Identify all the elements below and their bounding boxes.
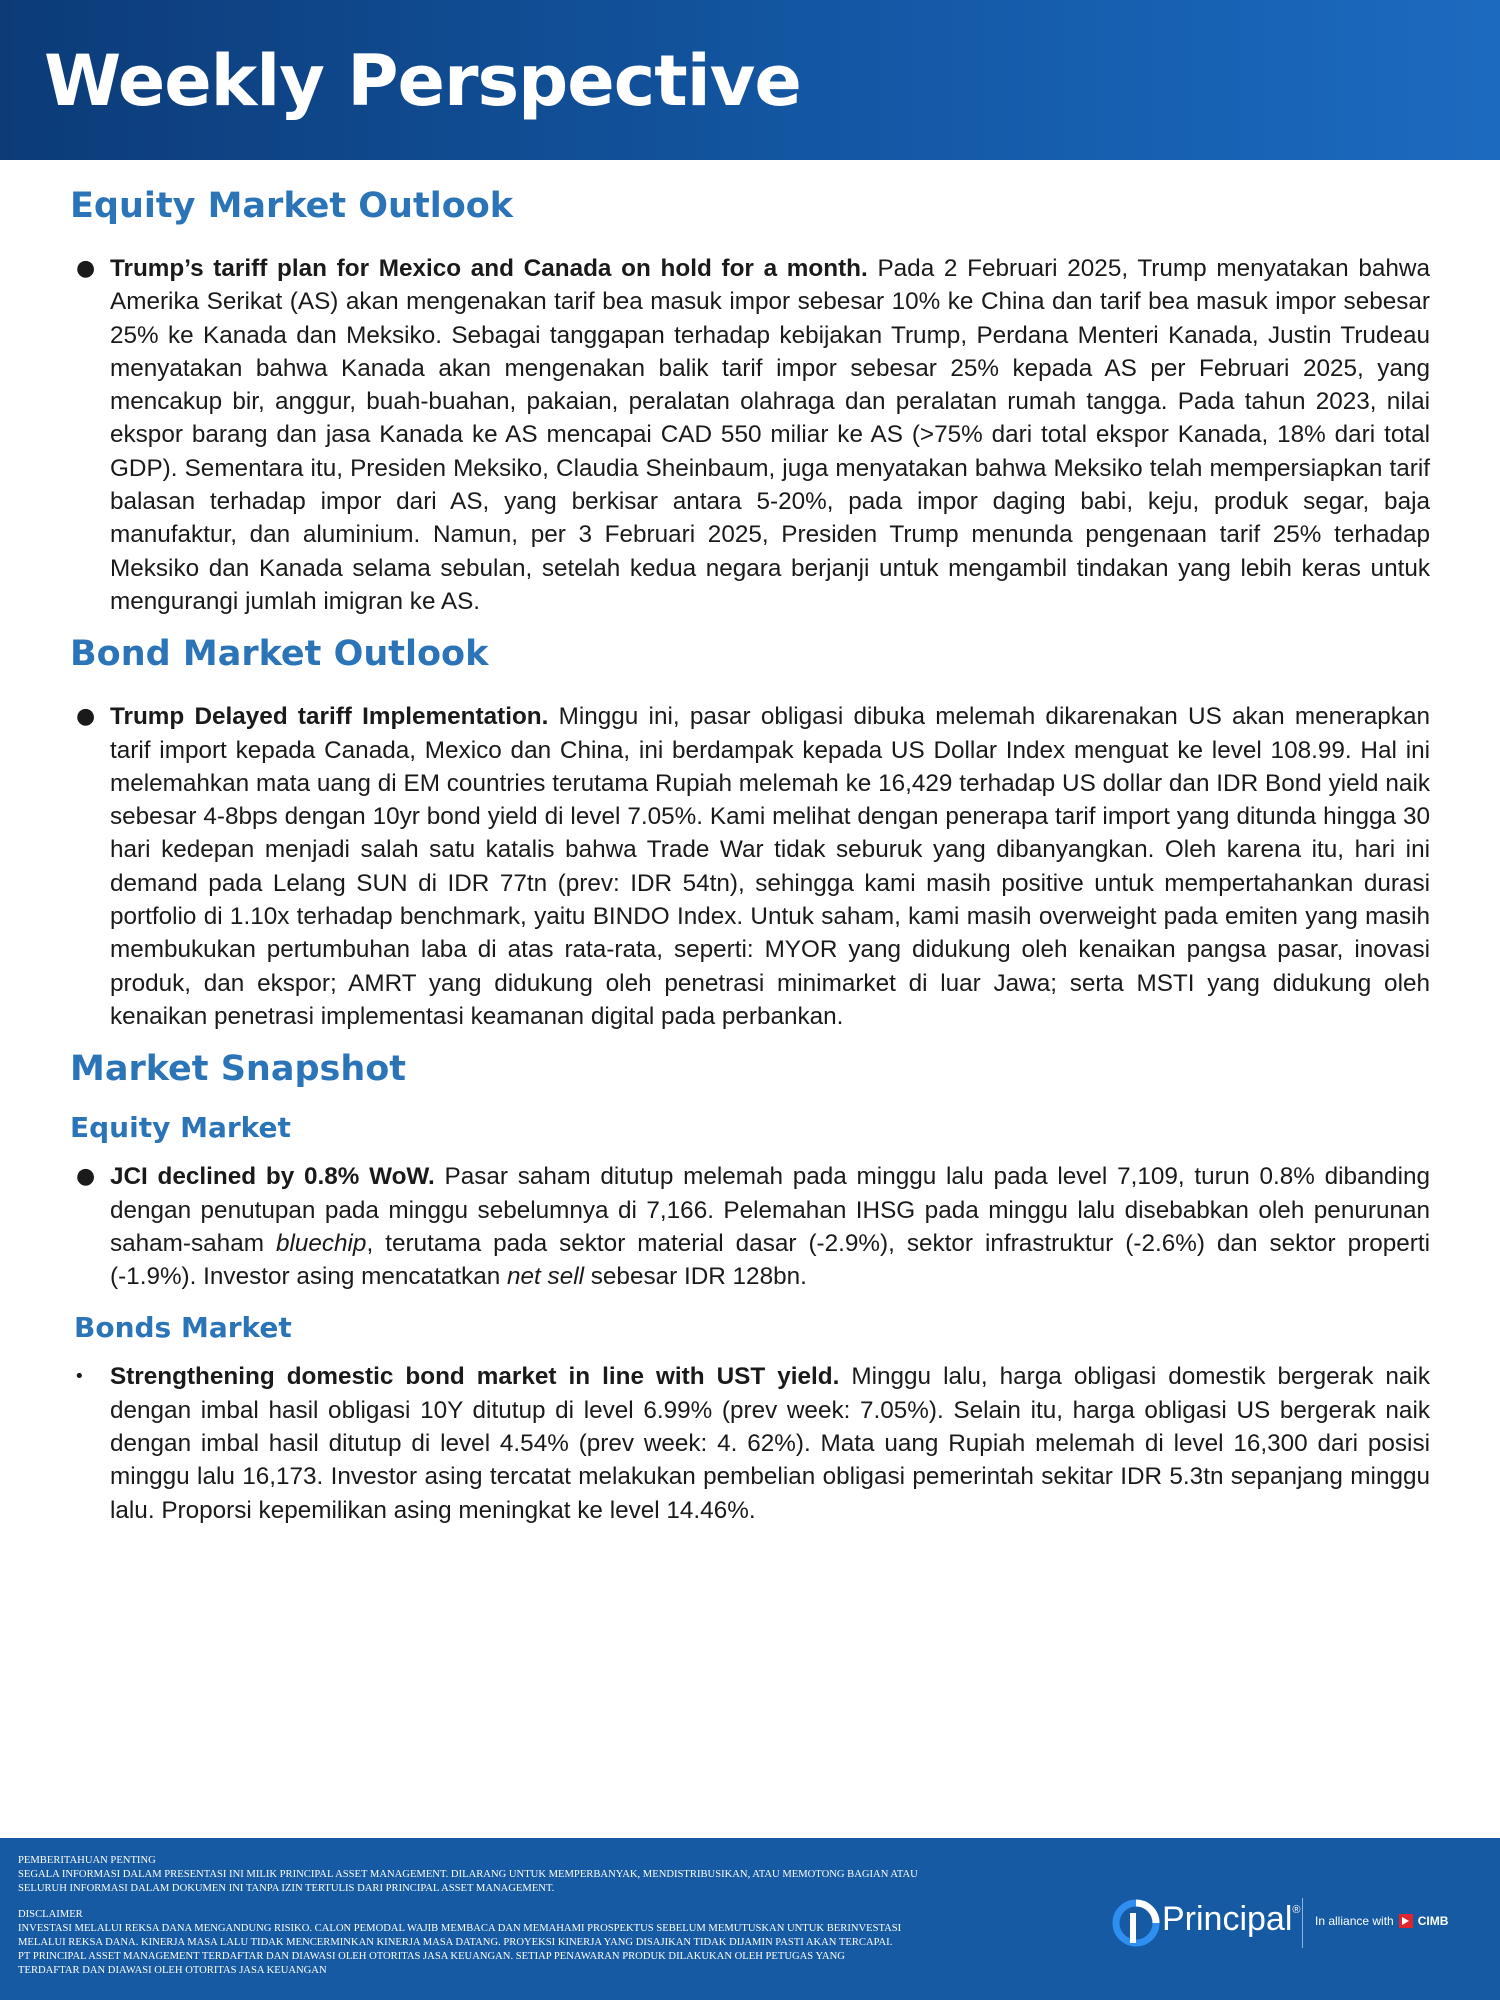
equity-market-lead: JCI declined by 0.8% WoW. [110, 1163, 435, 1191]
disclaimer-line: TERDAFTAR DAN DIAWASI OLEH OTORITAS JASA KEUANGAN [18, 1965, 327, 1976]
notice-line: SEGALA INFORMASI DALAM PRESENTASI INI MILIK PRINCIPAL ASSET MANAGEMENT. DILARANG UNTUK MEMPERBANYAK, MENDISTRIBUSIKAN, ATAU MEMOTONG BAGIAN ATAU [18, 1869, 918, 1880]
bonds-market-text [110, 1360, 1430, 1526]
equity-market-text [110, 1160, 1430, 1293]
alliance-text: In alliance with [1315, 1914, 1394, 1928]
main-content [70, 186, 1430, 1543]
brand-divider [1302, 1898, 1303, 1948]
equity-outlook-title: Equity Market Outlook [70, 186, 514, 226]
notice-line: SELURUH INFORMASI DALAM DOKUMEN INI TANPA IZIN TERTULIS DARI PRINCIPAL ASSET MANAGEMENT. [18, 1883, 555, 1894]
bond-outlook-body: Minggu ini, pasar obligasi dibuka melemah dikarenakan US akan menerapkan tarif import kepada Canada, Mexico dan China, ini berdampak kepada US Dollar Index menguat ke level 108.99. Hal ini melemahkan mata uang di EM countries terutama Rupiah melemah ke 16,429 terhadap US dollar dan IDR Bond yield naik sebesar 4-8bps dengan 10yr bond yield di level 7.05%. Kami melihat dengan penerapa tarif import yang ditunda hingga 30 hari kedepan menjadi salah satu katalis bahwa Trade War tidak seburuk yang dibanyangkan. Oleh karena itu, hari ini demand pada Lelang SUN di IDR 77tn (prev: IDR 54tn), sehingga kami masih positive untuk mempertahankan durasi portfolio di 1.10x terhadap benchmark, yaitu BINDO Index. Untuk saham, kami masih overweight pada emiten yang masih membukukan pertumbuhan laba di atas rata-rata, seperti: MYOR yang didukung oleh kenaikan pangsa pasar, inovasi produk, dan ekspor; AMRT yang didukung oleh penetrasi minimarket di luar Jawa; serta MSTI yang didukung oleh kenaikan penetrasi implementasi keamanan digital pada perbankan. [110, 703, 1430, 1030]
equity-outlook-lead: Trump’s tariff plan for Mexico and Canada on hold for a month. [110, 255, 868, 282]
brand-name [1162, 1900, 1301, 1939]
equity-outlook-section [70, 186, 1430, 618]
bond-outlook-title: Bond Market Outlook [70, 634, 489, 675]
bond-outlook-text [110, 700, 1430, 1033]
bonds-market-subtitle: Bonds Market [74, 1311, 292, 1345]
partner-name: CIMB [1417, 1914, 1449, 1928]
equity-market-subtitle: Equity Market [70, 1111, 291, 1145]
disclaimer-title: DISCLAIMER [18, 1909, 83, 1920]
brand-name-text: Principal [1162, 1900, 1293, 1938]
bond-outlook-section [70, 634, 1430, 1033]
legal-notice [18, 1854, 1098, 1978]
bond-outlook-lead: Trump Delayed tariff Implementation. [110, 703, 549, 731]
equity-market-body: sebesar IDR 128bn. [584, 1263, 807, 1291]
bullet-icon: ● [76, 704, 96, 730]
bonds-market-body: Minggu lalu, harga obligasi domestik bergerak naik dengan imbal hasil obligasi 10Y ditutup di level 6.99% (prev week: 7.05%). Selain itu, harga obligasi US bergerak naik dengan imbal hasil ditutup di level 4.54% (prev week: 4. 62%). Mata uang Rupiah melemah di level 16,300 dari posisi minggu lalu 16,173. Investor asing tercatat melakukan pembelian obligasi pemerintah sekitar IDR 5.3tn sepanjang minggu lalu. Proporsi kepemilikan asing meningkat ke level 14.46%. [110, 1363, 1430, 1524]
bullet-icon: • [74, 1366, 85, 1388]
disclaimer-line: PT PRINCIPAL ASSET MANAGEMENT TERDAFTAR DAN DIAWASI OLEH OTORITAS JASA KEUANGAN. SETIAP PENAWARAN PRODUK DILAKUKAN OLEH PETUGAS YANG [18, 1951, 845, 1962]
bullet-icon: ● [76, 1164, 96, 1190]
bonds-market-lead: Strengthening domestic bond market in line with UST yield. [110, 1363, 840, 1391]
bullet-icon: ● [76, 256, 96, 281]
equity-market-body: Pasar saham ditutup melemah pada minggu lalu pada level 7,109, turun 0.8% dibanding dengan penutupan pada minggu sebelumnya di 7,166. Pelemahan IHSG pada minggu lalu disebabkan oleh penurunan saham-saham [110, 1163, 1430, 1257]
equity-market-bullet [70, 1160, 1430, 1293]
cimb-logo-icon [1399, 1914, 1413, 1928]
disclaimer-line: INVESTASI MELALUI REKSA DANA MENGANDUNG RISIKO. CALON PEMODAL WAJIB MEMBACA DAN MEMAHAMI PROSPEKTUS SEBELUM MEMUTUSKAN UNTUK BERINVESTASI [18, 1923, 902, 1934]
bonds-market-bullet [70, 1360, 1430, 1526]
equity-outlook-text [110, 252, 1430, 618]
bond-outlook-bullet [70, 700, 1430, 1033]
equity-outlook-bullet [70, 252, 1430, 618]
market-snapshot-title: Market Snapshot [70, 1049, 407, 1090]
page-header [0, 0, 1500, 160]
disclaimer-line: MELALUI REKSA DANA. KINERJA MASA LALU TIDAK MENCERMINKAN KINERJA MASA DATANG. PROYEKSI KINERJA YANG DISAJIKAN TIDAK DIJAMIN PASTI AKAN TERCAPAI. [18, 1937, 893, 1948]
page-title: Weekly Perspective [44, 40, 801, 122]
principal-logo-icon [1112, 1899, 1160, 1947]
notice-title: PEMBERITAHUAN PENTING [18, 1855, 156, 1866]
registered-mark: ® [1292, 1904, 1301, 1916]
equity-outlook-body: Pada 2 Februari 2025, Trump menyatakan bahwa Amerika Serikat (AS) akan mengenakan tarif bea masuk impor sebesar 10% ke China dan tarif bea masuk impor sebesar 25% ke Kanada dan Meksiko. Sebagai tanggapan terhadap kebijakan Trump, Perdana Menteri Kanada, Justin Trudeau menyatakan bahwa Kanada akan mengenakan balik tarif impor sebesar 25% kepada AS per Februari 2025, yang mencakup bir, anggur, buah-buahan, pakaian, peralatan olahraga dan peralatan rumah tangga. Pada tahun 2023, nilai ekspor barang dan jasa Kanada ke AS mencapai CAD 550 miliar ke AS (>75% dari total ekspor Kanada, 18% dari total GDP). Sementara itu, Presiden Meksiko, Claudia Sheinbaum, juga menyatakan bahwa Meksiko telah mempersiapkan tarif balasan terhadap impor dari AS, yang berkisar antara 5-20%, pada impor daging babi, keju, produk segar, baja manufaktur, dan aluminium. Namun, per 3 Februari 2025, Presiden Trump menunda pengenaan tarif 25% terhadap Meksiko dan Kanada selama sebulan, setelah kedua negara berjanji untuk mengambil tindakan yang lebih keras untuk mengurangi jumlah imigran ke AS. [110, 255, 1430, 615]
market-snapshot-section [70, 1049, 1430, 1527]
equity-market-italic-term: bluechip [275, 1229, 367, 1257]
alliance-label [1315, 1914, 1448, 1928]
brand-lockup [1112, 1894, 1482, 1954]
equity-market-italic-term: net sell [507, 1263, 585, 1291]
equity-market-body: , terutama pada sektor material dasar (-2.9%), sektor infrastruktur (-2.6%) dan sektor properti (-1.9%). Investor asing mencatatkan [110, 1229, 1430, 1291]
